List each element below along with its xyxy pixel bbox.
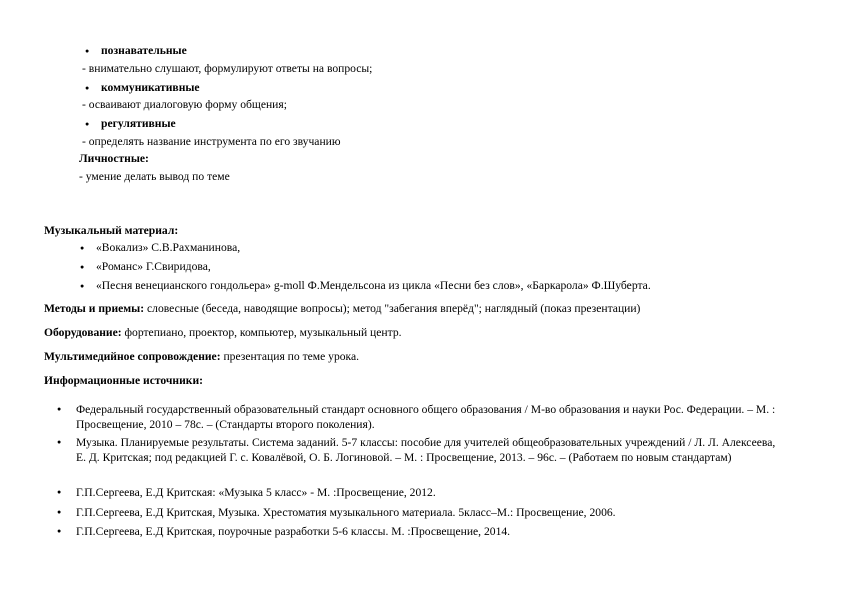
- regulatory-text: - определять название инструмента по его звучанию: [82, 135, 341, 148]
- source-item: Г.П.Сергеева, Е.Д Критская, поурочные разработки 5-6 классы. М. :Просвещение, 2014.: [76, 525, 511, 538]
- source-item: Музыка. Планируемые результаты. Система заданий. 5-7 классы: пособие для учителей общеобразовательных учреждений / Л. Л. Алексеева, Е. Д. Критская; под редакцией Г. с. Ковалёвой, О. Б. Логиновой. – М. : Просвещение, 2013. – 96с. – (Работаем по новым стандартам): [76, 436, 776, 464]
- multimedia-label: Мультимедийное сопровождение:: [44, 350, 221, 363]
- equipment-text: фортепиано, проектор, компьютер, музыкальный центр.: [121, 326, 402, 339]
- material-item: ● «Вокализ» С.В.Рахманинова,: [96, 241, 240, 255]
- personal-text: - умение делать вывод по теме: [79, 170, 230, 183]
- sources-heading: Информационные источники:: [44, 374, 204, 387]
- communicative-heading: ● коммуникативные: [101, 81, 200, 95]
- bullet-icon: ●: [57, 405, 62, 413]
- cognitive-text: - внимательно слушают, формулируют ответы на вопросы;: [82, 62, 373, 75]
- cognitive-heading: ● познавательные: [101, 44, 187, 58]
- regulatory-heading: ● регулятивные: [101, 117, 176, 131]
- bullet-icon: ●: [57, 508, 62, 516]
- source-item: Федеральный государственный образовательный стандарт основного общего образования / М-во образования и науки Рос. Федерации. – М. : Просвещение, 2010 – 78с. – (Стандарты второго поколения).: [76, 403, 776, 431]
- methods-label: Методы и приемы:: [44, 302, 145, 315]
- communicative-text: - осваивают диалоговую форму общения;: [82, 98, 287, 111]
- methods-line: [44, 302, 640, 316]
- material-item: ● «Романс» Г.Свиридова,: [96, 260, 211, 274]
- source-item: Г.П.Сергеева, Е.Д Критская: «Музыка 5 класс» - М. :Просвещение, 2012.: [76, 486, 436, 499]
- multimedia-line: [44, 350, 359, 364]
- bullet-icon: ●: [57, 488, 62, 496]
- equipment-label: Оборудование:: [44, 326, 122, 339]
- source-item: Г.П.Сергеева, Е.Д Критская, Музыка. Хрестоматия музыкального материала. 5класс–М.: Просвещение, 2006.: [76, 506, 616, 519]
- material-item: ● «Песня венецианского гондольера» g-moll Ф.Мендельсона из цикла «Песни без слов», «Баркарола» Ф.Шуберта.: [96, 279, 651, 293]
- equipment-line: [44, 326, 402, 340]
- multimedia-text: презентация по теме урока.: [220, 350, 360, 363]
- bullet-icon: ●: [57, 527, 62, 535]
- material-heading: Музыкальный материал:: [44, 224, 179, 237]
- methods-text: словесные (беседа, наводящие вопросы); метод "забегания вперёд"; наглядный (показ презентации): [144, 302, 641, 315]
- personal-heading: Личностные:: [79, 152, 149, 165]
- bullet-icon: ●: [57, 438, 62, 446]
